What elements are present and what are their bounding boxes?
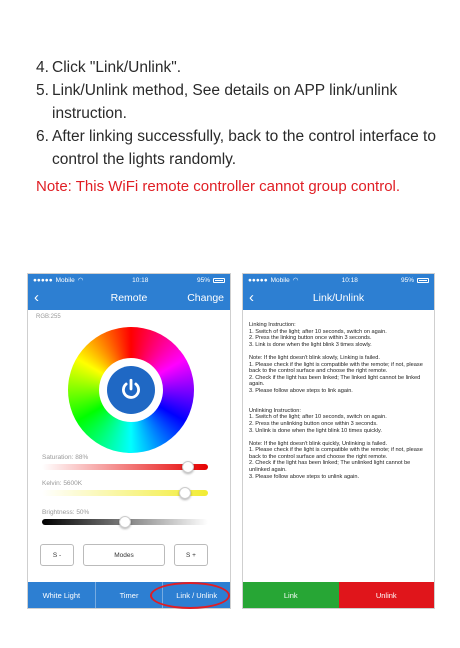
page-title: Remote (110, 292, 148, 304)
saturation-label: Saturation: 88% (42, 454, 89, 461)
tab-white-light[interactable]: White Light (28, 582, 96, 608)
instruction-line: 2. Check if the light has been linked; The linked light cannot be linked again. (249, 374, 421, 388)
nav-bar (28, 286, 230, 310)
instruction-line: 2. Press the unlinking button once within 3 seconds. (249, 420, 378, 427)
unlink-button[interactable]: Unlink (339, 582, 435, 608)
wifi-icon: ◠ (77, 277, 84, 284)
battery-icon (213, 278, 225, 283)
battery-percent: 95% (196, 276, 210, 284)
instruction-line: 2. Check if the light has been linked; The unlinked light cannot be unlinked again. (249, 460, 411, 474)
saturation-thumb[interactable] (182, 461, 194, 473)
color-picker-handle[interactable] (178, 343, 186, 351)
step-text: Click "Link/Unlink". (52, 59, 182, 76)
change-button[interactable]: Change (187, 292, 224, 304)
step-text: Link/Unlink method, See details on APP link/unlink instruction. (52, 82, 398, 122)
signal-dots-icon: ●●●●● (248, 276, 268, 284)
instruction-line: 3. Link is done when the light blink 3 times slowly. (249, 341, 372, 348)
brightness-thumb[interactable] (119, 516, 131, 528)
status-bar (243, 274, 434, 286)
link-button[interactable]: Link (243, 582, 339, 608)
wifi-icon: ◠ (292, 277, 299, 284)
status-bar (28, 274, 230, 286)
tab-timer[interactable]: Timer (96, 582, 164, 608)
highlight-circle (150, 582, 230, 609)
link-button-bar (243, 582, 434, 608)
battery-icon (417, 278, 429, 283)
page-title: Link/Unlink (312, 292, 365, 304)
carrier-label: Mobile (55, 276, 75, 284)
step-number: 6. (36, 128, 49, 145)
link-unlink-screen (242, 273, 435, 609)
instruction-line: Note: If the light doesn't blink slowly, Linking is failed. (249, 354, 380, 361)
instruction-line: Unlinking Instruction: (249, 407, 301, 414)
step-5 (36, 79, 446, 125)
instruction-line: 1. Switch of the light; after 10 seconds, switch on again. (249, 414, 387, 421)
kelvin-thumb[interactable] (179, 487, 191, 499)
step-4 (36, 56, 446, 79)
carrier-label: Mobile (270, 276, 290, 284)
power-icon (118, 377, 144, 403)
back-chevron-icon[interactable]: ‹ (34, 289, 39, 306)
step-text: After linking successfully, back to the control interface to control the lights randomly. (52, 128, 436, 168)
power-button[interactable] (107, 366, 155, 414)
link-instructions (249, 322, 431, 480)
wheel-center (99, 358, 163, 422)
signal-dots-icon: ●●●●● (33, 276, 53, 284)
spacer (249, 348, 431, 355)
instruction-line: Note: If the light doesn't blink quickly, Unlinking is failed. (249, 440, 388, 447)
warning-note: Note: This WiFi remote controller cannot group control. (36, 178, 401, 195)
tab-link-unlink[interactable]: Link / Unlink (176, 590, 218, 600)
rgb-readout: RGB:255 (36, 314, 61, 320)
status-time: 10:18 (132, 276, 149, 284)
instruction-line: 1. Switch of the light; after 10 seconds, switch on again. (249, 328, 387, 335)
speed-plus-button[interactable]: S + (174, 544, 208, 566)
instruction-line: 2. Press the linking button once within 3 seconds. (249, 335, 372, 342)
nav-bar (243, 286, 434, 310)
battery-percent: 95% (400, 276, 414, 284)
mode-button-row (28, 544, 230, 566)
step-number: 5. (36, 82, 49, 99)
back-chevron-icon[interactable]: ‹ (249, 289, 254, 306)
instruction-line: 3. Unlink is done when the light blink 10 times quickly. (249, 427, 382, 434)
spacer (249, 434, 431, 441)
instruction-steps (36, 56, 446, 171)
brightness-slider[interactable] (42, 519, 208, 525)
color-wheel[interactable] (68, 327, 194, 453)
spacer (249, 401, 431, 408)
step-number: 4. (36, 59, 49, 76)
kelvin-label: Kelvin: 5600K (42, 480, 83, 487)
instruction-line: 1. Please check if the light is compatible with the remote; if not, please back to the control surface and choose the right remote. (249, 447, 423, 460)
saturation-slider[interactable] (42, 464, 208, 470)
instruction-line: 1. Please check if the light is compatible with the remote; if not, please back to the control surface and choose the right remote. (249, 361, 423, 375)
instruction-line: 3. Please follow above steps to unlink again. (249, 473, 360, 480)
instruction-line: 3. Please follow above steps to link again. (249, 387, 353, 394)
remote-screen (27, 273, 231, 609)
kelvin-slider[interactable] (42, 490, 208, 496)
instruction-line: Linking Instruction: (249, 322, 296, 328)
status-time: 10:18 (341, 276, 358, 284)
step-6 (36, 125, 446, 171)
spacer (249, 395, 431, 402)
speed-minus-button[interactable]: S - (40, 544, 74, 566)
brightness-label: Brightness: 50% (42, 509, 90, 516)
modes-button[interactable]: Modes (83, 544, 165, 566)
